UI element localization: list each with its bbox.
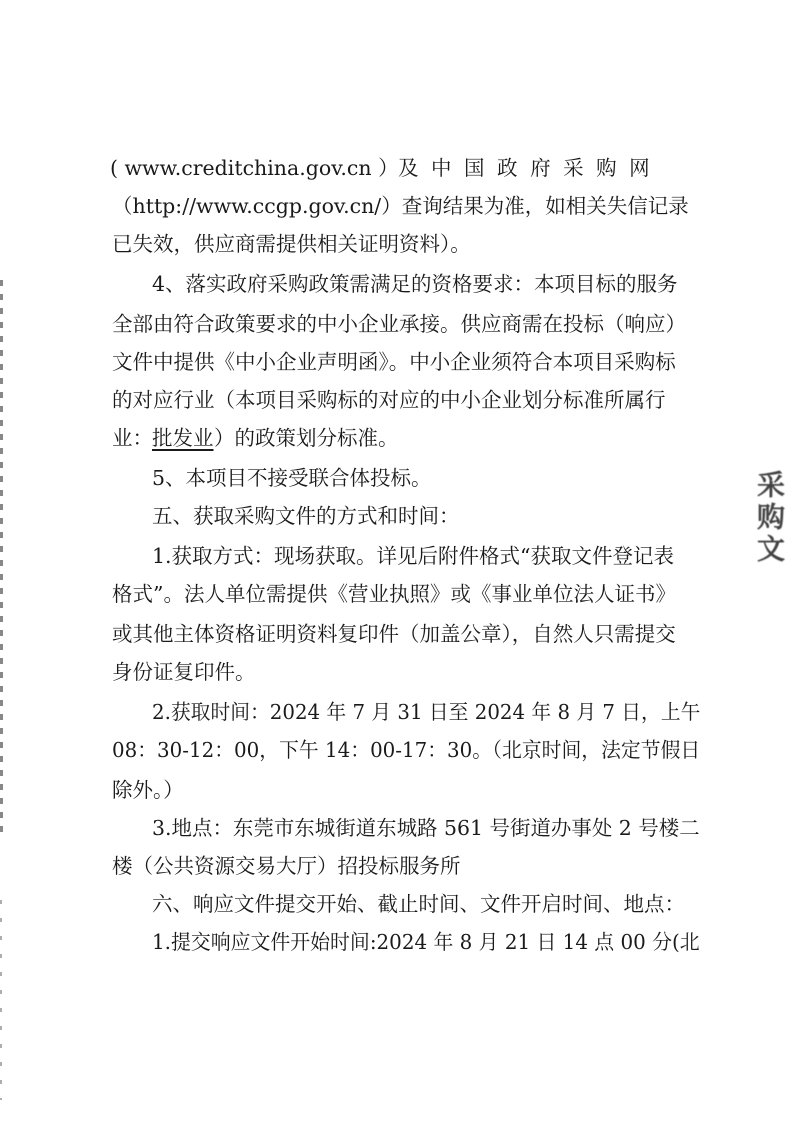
section-heading: 五、获取采购文件的方式和时间： (152, 504, 460, 528)
text-line (0, 652, 794, 692)
text-segment: 08：30-12：00，下午 14：00-17：30。（北京时间，法定节假日 (112, 738, 701, 762)
section-heading: 六、响应文件提交开始、截止时间、文件开启时间、地点： (152, 892, 685, 916)
text-line (0, 304, 794, 344)
text-segment: 文件中提供《中小企业声明函》。中小企业须符合本项目采购标 (112, 350, 676, 374)
text-line (4, 730, 772, 770)
text-segment: 已失效，供应商需提供相关证明资料）。 (112, 232, 471, 256)
text-segment: 全部由符合政策要求的中小企业承接。供应商需在投标（响应） (112, 312, 686, 336)
text-segment: 2.获取时间：2024 年 7 月 31 日至 2024 年 8 月 7 日，上午 (152, 700, 701, 724)
text-line (0, 224, 794, 264)
text-segment: 身份证复印件。 (112, 660, 256, 684)
text-line (0, 186, 794, 226)
text-segment-underlined: 批发业 (152, 426, 214, 450)
text-line (0, 614, 794, 654)
partial-seal-stamp: 采购文 (753, 470, 786, 566)
text-line (0, 770, 794, 810)
text-segment: 格式”。法人单位需提供《营业执照》或《事业单位法人证书》 (112, 582, 676, 606)
text-line (0, 418, 794, 458)
text-segment: 1.获取方式：现场获取。详见后附件格式“获取文件登记表 (152, 544, 675, 568)
text-line (0, 264, 794, 304)
text-line (0, 574, 794, 614)
text-segment: 4、落实政府采购政策需满足的资格要求：本项目标的服务 (152, 272, 678, 296)
text-segment: 业： (112, 426, 153, 450)
text-line (0, 884, 794, 924)
text-line (0, 148, 794, 188)
text-line (0, 808, 792, 848)
text-segment: 楼（公共资源交易大厅）招投标服务所 (112, 854, 461, 878)
text-line (0, 846, 794, 886)
text-segment: （http://www.ccgp.gov.cn/）查询结果为准，如相关失信记录 (112, 194, 689, 218)
text-line (0, 458, 794, 498)
text-line (0, 380, 794, 420)
text-segment: 1.提交响应文件开始时间:2024 年 8 月 21 日 14 点 00 分(北 (152, 930, 700, 954)
text-segment: ( www.creditchina.gov.cn ） (110, 156, 399, 180)
text-line (0, 342, 794, 382)
text-segment: 3.地点：东莞市东城街道东城路 561 号街道办事处 2 号楼二 (152, 816, 700, 840)
text-line (0, 536, 794, 576)
text-line (5, 692, 771, 732)
text-segment: 或其他主体资格证明资料复印件（加盖公章），自然人只需提交 (112, 622, 676, 646)
text-segment: ）的政策划分标准。 (214, 426, 399, 450)
text-line (0, 496, 794, 536)
text-segment: 除外。） (112, 778, 184, 802)
text-segment: 的对应行业（本项目采购标的对应的中小企业划分标准所属行 (112, 388, 666, 412)
text-line (5, 922, 775, 962)
text-segment: 及 中 国 政 府 采 购 网 (398, 156, 653, 180)
text-segment: 5、本项目不接受联合体投标。 (152, 466, 432, 490)
